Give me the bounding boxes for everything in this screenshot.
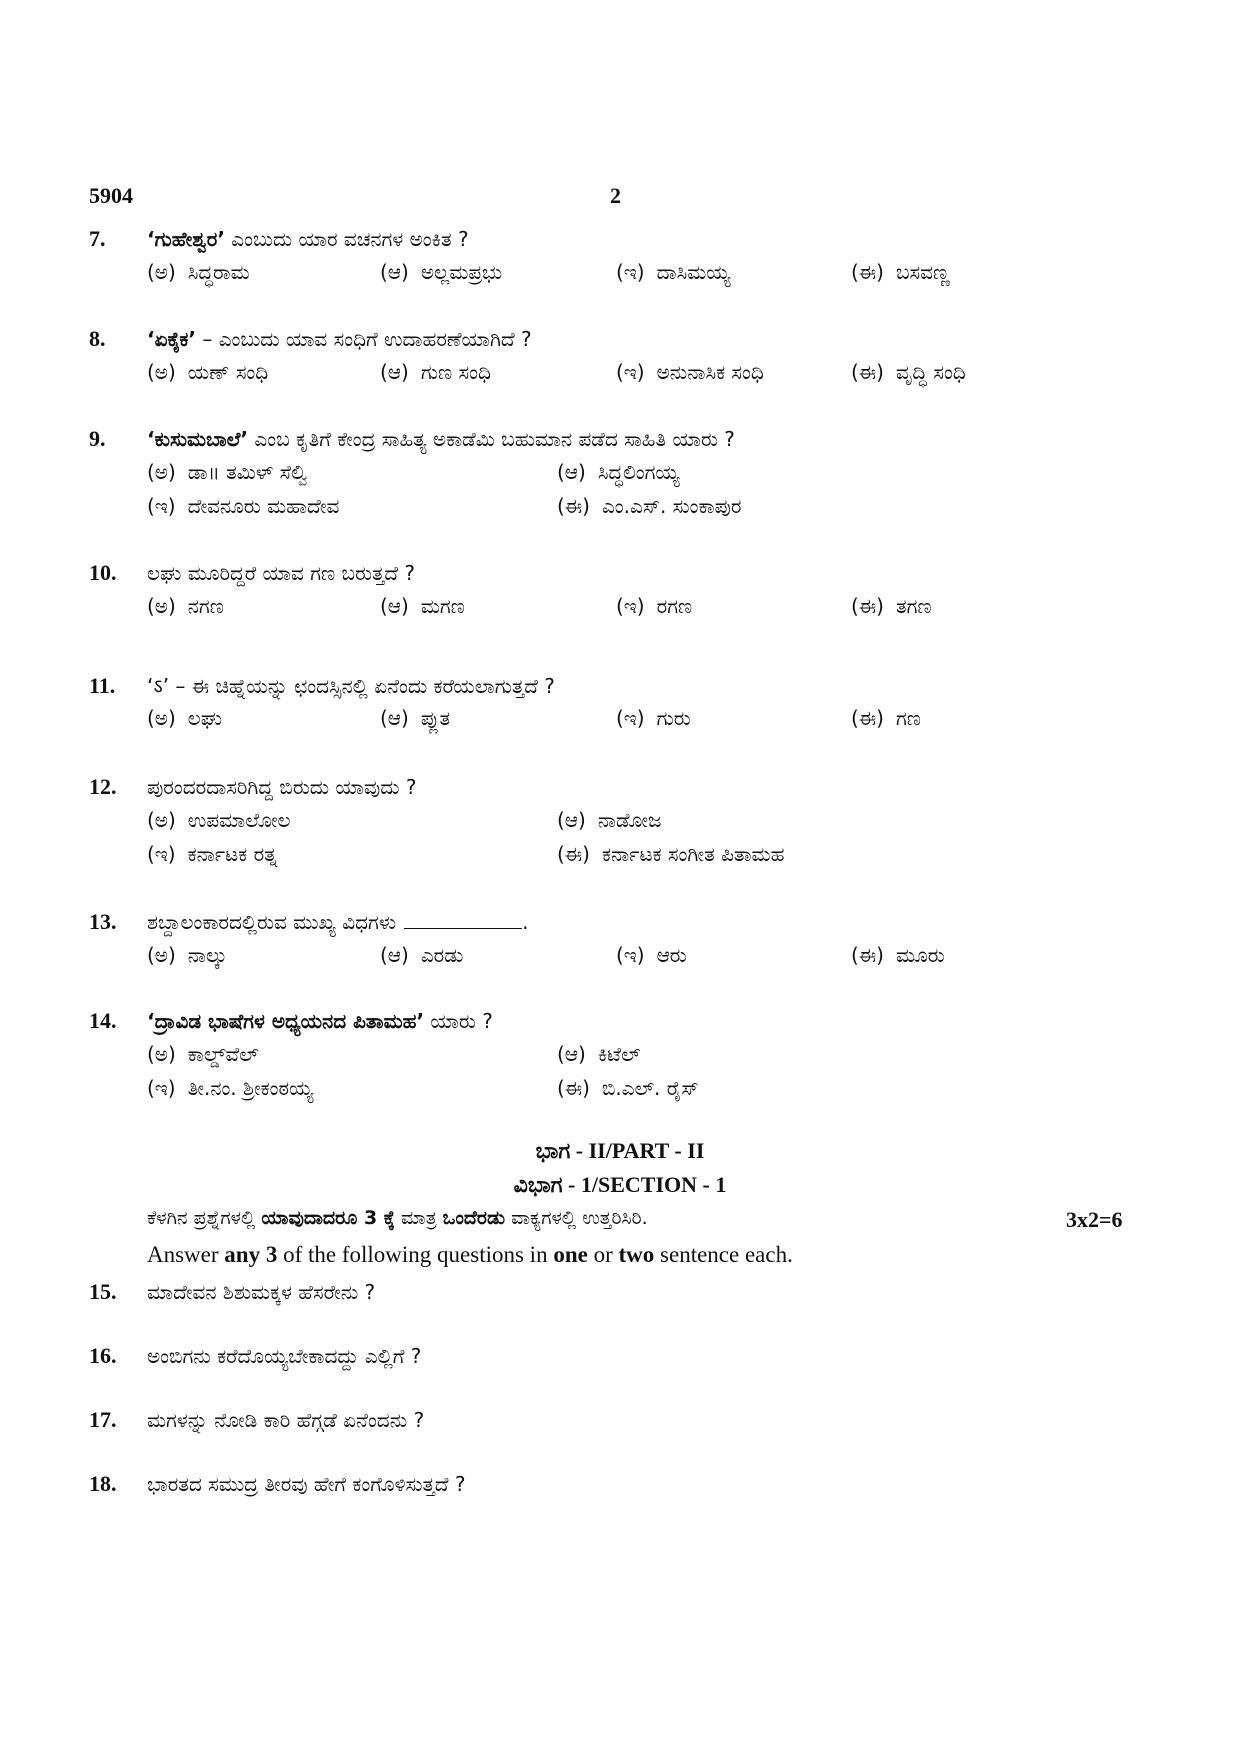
question-number: 12.: [89, 774, 117, 799]
option-a: (ಅ) ಲಘು: [147, 706, 223, 730]
option-d: (ಈ) ಕರ್ನಾಟಕ ಸಂಗೀತ ಪಿತಾಮಹ: [557, 842, 785, 866]
option-c: (ಇ) ಗುರು: [616, 706, 691, 730]
question-14: [89, 1008, 1149, 1110]
option-a: (ಅ) ಯಣ್ ಸಂಧಿ: [147, 360, 269, 384]
options-row: [89, 460, 1149, 494]
option-c: (ಇ) ಅನುನಾಸಿಕ ಸಂಧಿ: [616, 360, 764, 384]
question-8: [89, 326, 1149, 394]
page-number: 2: [610, 183, 621, 208]
options-row: [89, 808, 1149, 842]
option-a: (ಅ) ನಗಣ: [147, 594, 224, 618]
option-d: (ಈ) ಮೂರು: [851, 943, 945, 967]
options-row: [89, 594, 1149, 628]
question-number: 7.: [89, 226, 106, 251]
option-a: (ಅ) ಸಿದ್ಧರಾಮ: [147, 260, 250, 284]
question-text: ಅಂಬಿಗನು ಕರೆದೊಯ್ಯಬೇಕಾದದ್ದು ಎಲ್ಲಿಗೆ ?: [147, 1344, 422, 1368]
option-c: (ಇ) ದಾಸಿಮಯ್ಯ: [616, 260, 731, 284]
fill-in-blank: [404, 910, 522, 929]
question-text: ಮಾದೇವನ ಶಿಶುಮಕ್ಕಳ ಹೆಸರೇನು ?: [147, 1280, 376, 1304]
option-b: (ಆ) ಎರಡು: [380, 943, 464, 967]
question-9: [89, 426, 1149, 528]
question-number: 11.: [89, 673, 116, 698]
option-d: (ಈ) ಬಿ.ಎಲ್. ರೈಸ್: [557, 1076, 699, 1100]
options-row: [89, 1076, 1149, 1110]
question-text: ಶಬ್ದಾಲಂಕಾರದಲ್ಲಿರುವ ಮುಖ್ಯ ವಿಧಗಳು .: [147, 910, 529, 934]
question-12: [89, 774, 1149, 876]
option-c: (ಇ) ದೇವನೂರು ಮಹಾದೇವ: [147, 494, 340, 518]
options-row: [89, 706, 1149, 740]
option-d: (ಈ) ಎಂ.ಎಸ್. ಸುಂಕಾಪುರ: [557, 494, 742, 518]
option-c: (ಇ) ರಗಣ: [616, 594, 693, 618]
section-heading: ವಿಭಾಗ - 1/SECTION - 1: [513, 1172, 727, 1197]
question-text: ಭಾರತದ ಸಮುದ್ರ ತೀರವು ಹೇಗೆ ಕಂಗೊಳಿಸುತ್ತದೆ ?: [147, 1472, 466, 1496]
option-b: (ಆ) ಪ್ಲುತ: [380, 706, 451, 730]
question-number: 9.: [89, 426, 106, 451]
question-text: ಮಗಳನ್ನು ನೋಡಿ ಕಾರಿ ಹೆಗ್ಗಡೆ ಏನೆಂದನು ?: [147, 1408, 425, 1432]
question-10: [89, 560, 1149, 628]
option-a: (ಅ) ಡಾ॥ ತಮಿಳ್ ಸೆಲ್ವಿ: [147, 460, 308, 484]
question-7: [89, 226, 1149, 294]
question-text: ‘ऽ’ – ಈ ಚಿಹ್ನೆಯನ್ನು ಛಂದಸ್ಸಿನಲ್ಲಿ ಏನೆಂದು ಕರೆಯಲಾಗುತ್ತದೆ ?: [147, 674, 555, 698]
question-18: [89, 1471, 1149, 1505]
part-heading: ಭಾಗ - II/PART - II: [535, 1138, 705, 1163]
question-text: ‘ಕುಸುಮಬಾಲೆ’ ಎಂಬ ಕೃತಿಗೆ ಕೇಂದ್ರ ಸಾಹಿತ್ಯ ಅಕಾಡೆಮಿ ಬಹುಮಾನ ಪಡೆದ ಸಾಹಿತಿ ಯಾರು ?: [147, 427, 735, 451]
question-text: ಲಘು ಮೂರಿದ್ದರೆ ಯಾವ ಗಣ ಬರುತ್ತದೆ ?: [147, 561, 416, 585]
option-a: (ಅ) ನಾಲ್ಕು: [147, 943, 228, 967]
option-b: (ಆ) ಅಲ್ಲಮಪ್ರಭು: [380, 260, 503, 284]
instruction-kannada: ಕೆಳಗಿನ ಪ್ರಶ್ನೆಗಳಲ್ಲಿ ಯಾವುದಾದರೂ 3 ಕ್ಕೆ ಮಾತ್ರ ಒಂದೆರಡು ವಾಕ್ಯಗಳಲ್ಲಿ ಉತ್ತರಿಸಿರಿ.: [147, 1207, 648, 1229]
options-row: [89, 260, 1149, 294]
options-row: [89, 494, 1149, 528]
option-d: (ಈ) ಬಸವಣ್ಣ: [851, 260, 950, 284]
question-number: 17.: [89, 1407, 117, 1432]
instruction-english: Answer any 3 of the following questions in one or two sentence each.: [147, 1242, 793, 1267]
option-b: (ಆ) ಗುಣ ಸಂಧಿ: [380, 360, 491, 384]
question-15: [89, 1279, 1149, 1313]
question-text: ಪುರಂದರದಾಸರಿಗಿದ್ದ ಬಿರುದು ಯಾವುದು ?: [147, 775, 417, 799]
option-a: (ಅ) ಉಪಮಾಲೋಲ: [147, 808, 291, 832]
question-16: [89, 1343, 1149, 1377]
option-c: (ಇ) ಆರು: [616, 943, 687, 967]
question-text: ‘ಗುಹೇಶ್ವರ’ ಎಂಬುದು ಯಾರ ವಚನಗಳ ಅಂಕಿತ ?: [147, 227, 469, 251]
question-number: 10.: [89, 560, 117, 585]
question-number: 16.: [89, 1343, 117, 1368]
option-d: (ಈ) ಗಣ: [851, 706, 921, 730]
option-c: (ಇ) ಕರ್ನಾಟಕ ರತ್ನ: [147, 842, 278, 866]
question-17: [89, 1407, 1149, 1441]
question-number: 8.: [89, 326, 106, 351]
option-a: (ಅ) ಕಾಲ್ಡ್‌ವೆಲ್: [147, 1042, 259, 1066]
options-row: [89, 943, 1149, 977]
options-row: [89, 360, 1149, 394]
option-d: (ಈ) ತಗಣ: [851, 594, 932, 618]
option-b: (ಆ) ಕಿಟೆಲ್: [557, 1042, 641, 1066]
question-text: ‘ದ್ರಾವಿಡ ಭಾಷೆಗಳ ಅಧ್ಯಯನದ ಪಿತಾಮಹ’ ಯಾರು ?: [147, 1009, 493, 1033]
options-row: [89, 842, 1149, 876]
question-11: [89, 672, 1149, 740]
option-b: (ಆ) ನಾಡೋಜ: [557, 808, 662, 832]
question-text: ‘ಏಕೈಕ’ – ಎಂಬುದು ಯಾವ ಸಂಧಿಗೆ ಉದಾಹರಣೆಯಾಗಿದೆ ?: [147, 327, 532, 351]
question-13: [89, 909, 1149, 977]
question-number: 18.: [89, 1471, 117, 1496]
option-b: (ಆ) ಮಗಣ: [380, 594, 465, 618]
question-number: 14.: [89, 1008, 117, 1033]
paper-code: 5904: [89, 183, 133, 208]
question-number: 15.: [89, 1279, 117, 1304]
section-marks: 3x2=6: [1066, 1207, 1123, 1232]
option-b: (ಆ) ಸಿದ್ಧಲಿಂಗಯ್ಯ: [557, 460, 680, 484]
question-number: 13.: [89, 909, 117, 934]
option-c: (ಇ) ತೀ.ನಂ. ಶ್ರೀಕಂಠಯ್ಯ: [147, 1076, 314, 1100]
options-row: [89, 1042, 1149, 1076]
option-d: (ಈ) ವೃದ್ಧಿ ಸಂಧಿ: [851, 360, 966, 384]
